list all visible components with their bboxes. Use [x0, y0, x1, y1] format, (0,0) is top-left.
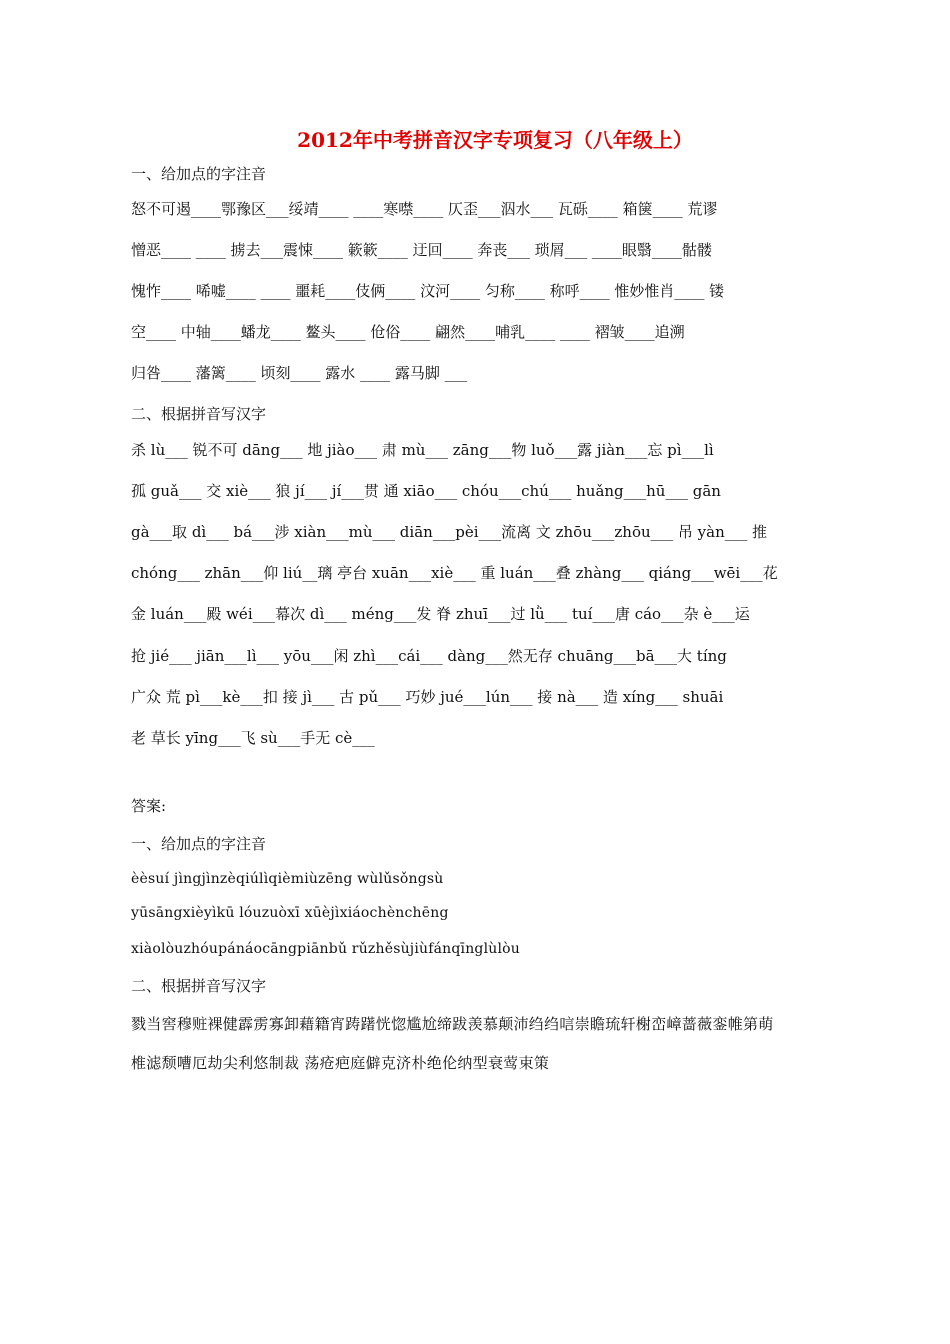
- section2-line: 孤 guǎ___ 交 xiè___ 狼 jí___ jí___贯 通 xiāo___ chóu___chú___ huǎng___hū___ gān: [131, 482, 721, 500]
- section2-line: 杀 lù___ 锐不可 dāng___ 地 jiào___ 肃 mù___ zāng___物 luǒ___露 jiàn___忘 pì___lì: [131, 441, 714, 459]
- section2-line: 老 草长 yīng___飞 sù___手无 cè___: [131, 729, 375, 747]
- section2-line: gà___取 dì___ bá___涉 xiàn___mù___ diān___pèi___流离 文 zhōu___zhōu___ 吊 yàn___ 推: [131, 523, 768, 541]
- page-title: 2012年中考拼音汉字专项复习（八年级上）: [297, 128, 693, 152]
- answer-hanzi-line: 戮当窖穆赃裸健霹雳寡卸藉籍宵踌躇恍惚尴尬缔跋羡慕颠沛绉绉唁崇瞻琉轩榭峦嶂蔷薇銮帷第萌: [131, 1015, 774, 1033]
- section2-heading: 二、根据拼音写汉字: [131, 405, 267, 423]
- section1-line: 愧怍____ 唏嘘____ ____ 噩耗____伎俩____ 汶河____ 匀称____ 称呼____ 惟妙惟肖____ 镂: [131, 282, 725, 300]
- section1-line: 空____ 中轴____蟠龙____ 鳌头____ 伧俗____ 翩然____哺乳____ ____ 褶皱____追溯: [131, 323, 685, 341]
- answers-heading-1: 一、给加点的字注音: [131, 835, 267, 853]
- section1-line: 归咎____ 藩篱____ 顷刻____ 露水 ____ 露马脚 ___: [131, 364, 468, 382]
- answer-pinyin-line: yūsāngxièyìkū lóuzuòxī xūèjìxiáochènchēng: [131, 905, 449, 921]
- section2-line: 金 luán___殿 wéi___幕次 dì___ méng___发 脊 zhuī___过 lǜ___ tuí___唐 cáo___杂 è___运: [131, 605, 750, 623]
- answer-pinyin-line: èèsuí jìngjìnzèqiúlìqièmiùzēng wùlǔsǒngsù: [131, 871, 444, 887]
- section2-line: 抢 jié___ jiān___lì___ yōu___闲 zhì___cái___ dàng___然无存 chuāng___bā___大 tíng: [131, 647, 727, 665]
- section1-heading: 一、给加点的字注音: [131, 165, 267, 183]
- section1-line: 怒不可遏____鄂豫区___绥靖____ ____寒噤____ 仄歪___泅水___ 瓦砾____ 箱箧____ 荒谬: [131, 200, 718, 218]
- section1-line: 憎恶____ ____ 掳去___震悚____ 簌簌____ 迂回____ 奔丧___ 琐屑___ ____眼翳____骷髅: [131, 241, 712, 259]
- section2-line: chóng___ zhān___仰 liú__璃 亭台 xuān___xiè___ 重 luán___叠 zhàng___ qiáng___wēi___花: [131, 564, 778, 582]
- answers-label: 答案:: [131, 797, 167, 815]
- answer-hanzi-line: 椎滤颓嘈厄劫尖利悠制裁 荡疮疤庭僻克济朴绝伦纳型衰莺束策: [131, 1054, 550, 1072]
- answers-heading-2: 二、根据拼音写汉字: [131, 977, 267, 995]
- section2-line: 广众 荒 pì___kè___扣 接 jì___ 古 pǔ___ 巧妙 jué___lún___ 接 nà___ 造 xíng___ shuāi: [131, 688, 724, 706]
- answer-pinyin-line: xiàolòuzhóupánáocāngpiānbǔ rǔzhěsùjiùfánqīnglùlòu: [131, 941, 521, 957]
